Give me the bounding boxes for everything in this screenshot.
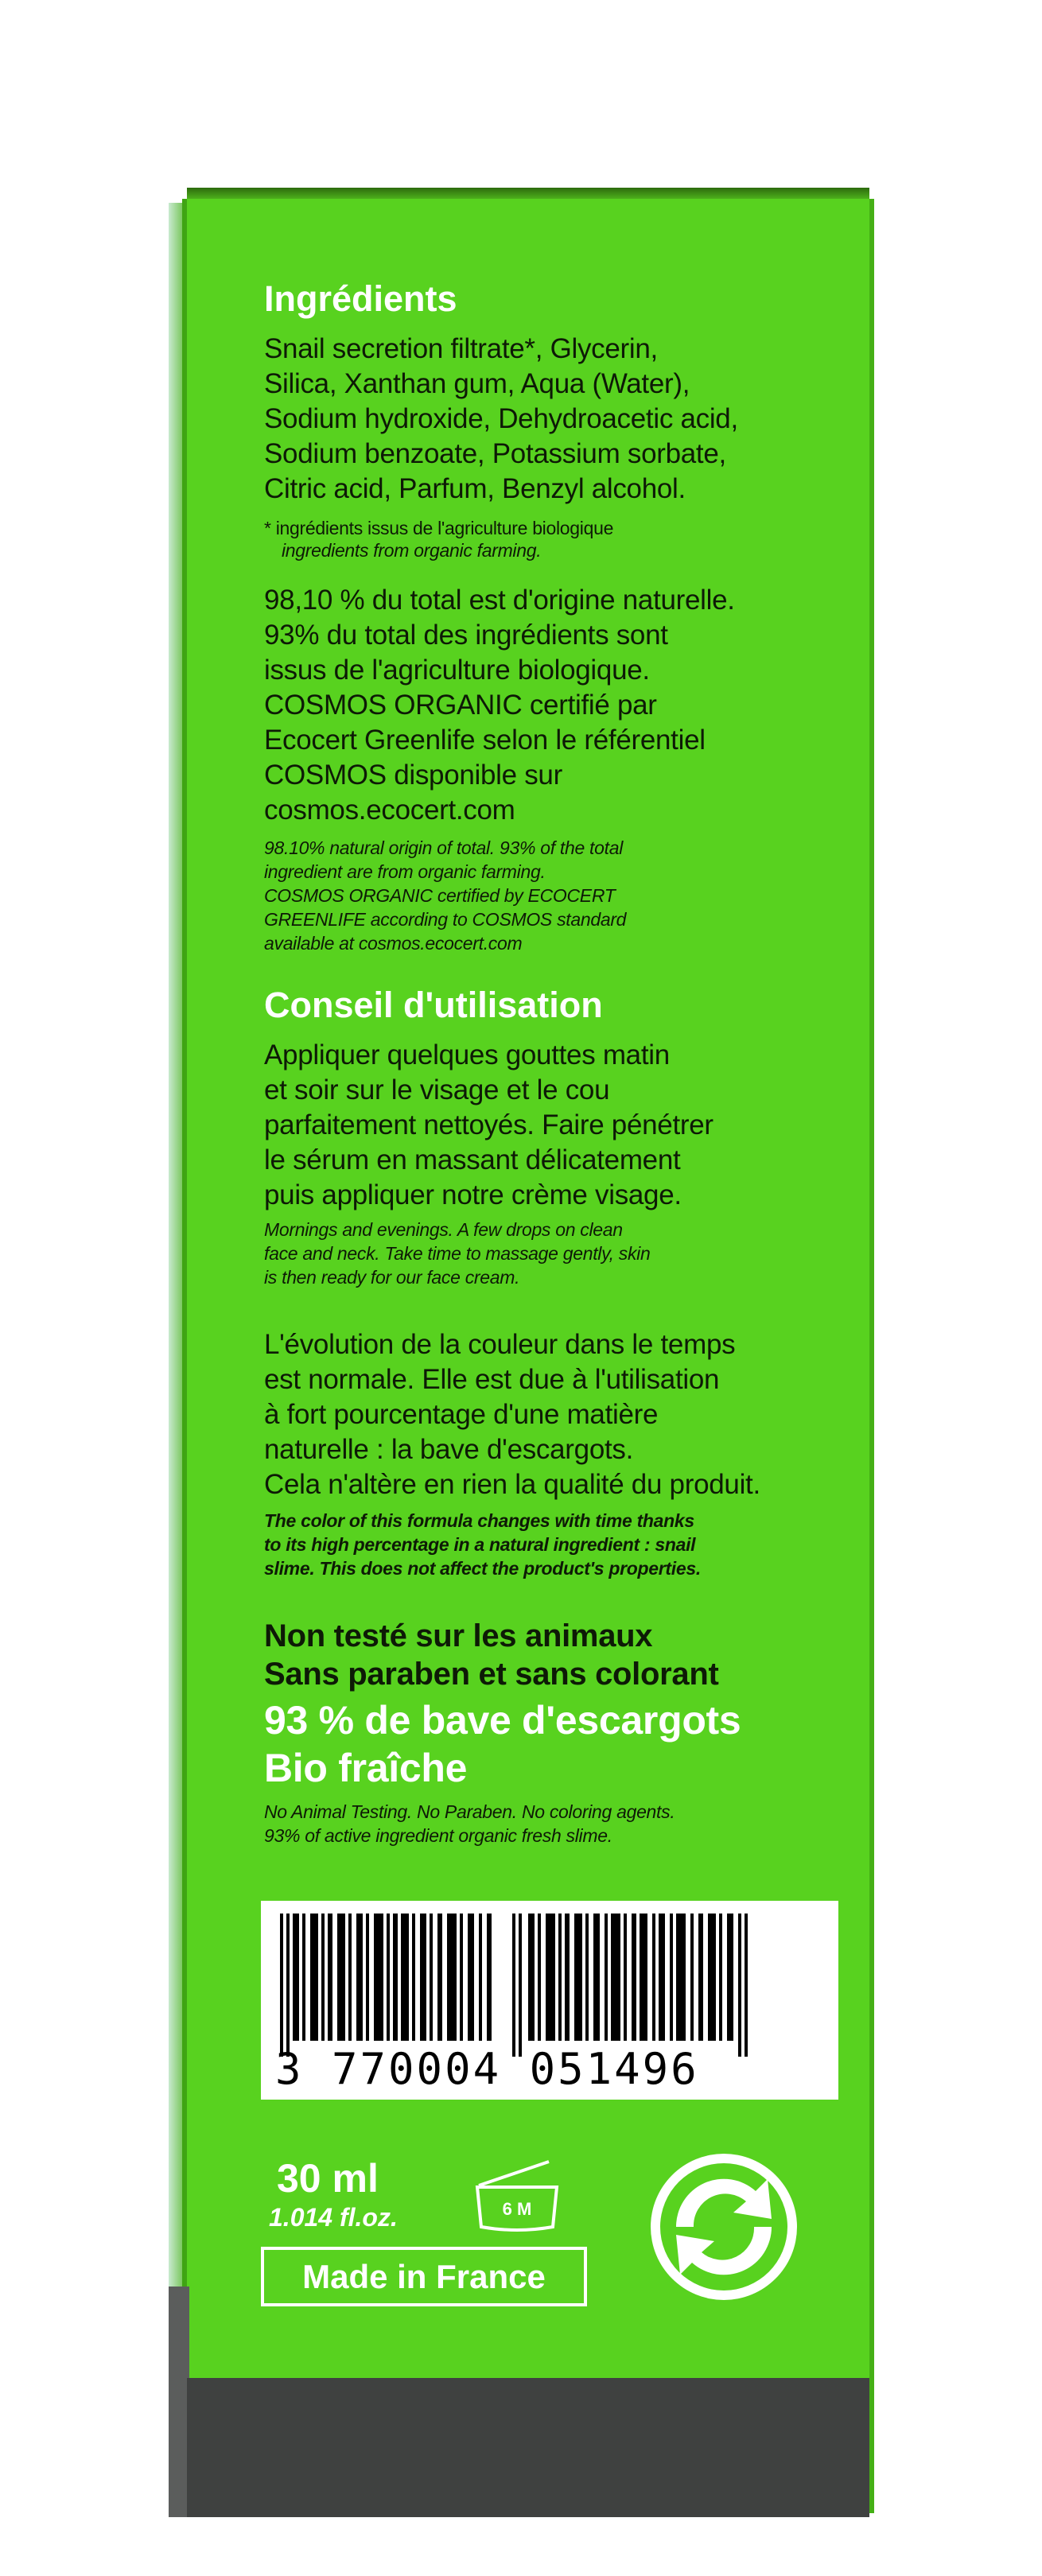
origin-en-line: 98.10% natural origin of total. 93% of the total [264, 837, 624, 858]
usage-en-line: Mornings and evenings. A few drops on clean [264, 1219, 623, 1240]
origin-line: 93% du total des ingrédients sont [264, 620, 668, 651]
origin-line: COSMOS disponible sur [264, 760, 562, 791]
usage-en-line: is then ready for our face cream. [264, 1267, 520, 1288]
pao-label: 6 M [502, 2199, 532, 2219]
ingredient-line: Snail secretion filtrate*, Glycerin, [264, 333, 658, 364]
origin-en-line: COSMOS ORGANIC certified by ECOCERT [264, 885, 616, 906]
usage-heading: Conseil d'utilisation [264, 985, 603, 1025]
origin-line: 98,10 % du total est d'origine naturelle. [264, 585, 735, 616]
origin-en-line: GREENLIFE according to COSMOS standard [264, 909, 627, 930]
volume-ml: 30 ml [277, 2156, 379, 2201]
color-en-line: to its high percentage in a natural ingredient : snail [264, 1534, 696, 1555]
ingredients-heading: Ingrédients [264, 278, 457, 319]
origin-line: COSMOS ORGANIC certifié par [264, 690, 657, 721]
origin-line: issus de l'agriculture biologique. [264, 655, 650, 686]
usage-line: puis appliquer notre crème visage. [264, 1179, 682, 1210]
origin-line: Ecocert Greenlife selon le référentiel [264, 725, 706, 756]
usage-line: Appliquer quelques gouttes matin [264, 1039, 670, 1070]
ingredient-line: Sodium hydroxide, Dehydroacetic acid, [264, 403, 738, 434]
ingredient-line: Citric acid, Parfum, Benzyl alcohol. [264, 473, 686, 504]
usage-line: parfaitement nettoyés. Faire pénétrer [264, 1109, 713, 1140]
period-after-opening-icon [469, 2155, 565, 2235]
organic-footnote-fr: * ingrédients issus de l'agriculture biologique [264, 518, 614, 538]
color-line: L'évolution de la couleur dans le temps [264, 1329, 736, 1360]
usage-en-line: face and neck. Take time to massage gently, skin [264, 1243, 651, 1264]
claim-snail-percentage: 93 % de bave d'escargots [264, 1698, 741, 1743]
color-line: à fort pourcentage d'une matière [264, 1399, 659, 1430]
usage-line: et soir sur le visage et le cou [264, 1074, 610, 1105]
claim-organic-fresh: Bio fraîche [264, 1746, 468, 1790]
barcode-panel [261, 1901, 838, 2100]
color-line: Cela n'altère en rien la qualité du produit. [264, 1469, 760, 1500]
volume-floz: 1.014 fl.oz. [269, 2203, 398, 2232]
origin-en-line: ingredient are from organic farming. [264, 861, 546, 882]
ingredient-line: Sodium benzoate, Potassium sorbate, [264, 438, 726, 469]
color-en-line: slime. This does not affect the product's properties. [264, 1558, 701, 1579]
color-line: naturelle : la bave d'escargots. [264, 1434, 634, 1465]
green-dot-recycle-icon [644, 2147, 803, 2306]
ingredient-line: Silica, Xanthan gum, Aqua (Water), [264, 368, 690, 399]
organic-footnote-en: ingredients from organic farming. [282, 540, 542, 561]
barcode-bars [280, 1914, 773, 2057]
made-in-france-label: Made in France [261, 2247, 587, 2306]
origin-en-line: available at cosmos.ecocert.com [264, 933, 523, 954]
claim-en-line: 93% of active ingredient organic fresh slime. [264, 1825, 612, 1846]
box-bottom-band [187, 2378, 869, 2517]
color-line: est normale. Elle est due à l'utilisation [264, 1364, 720, 1395]
claim-no-animal-testing: Non testé sur les animaux [264, 1618, 653, 1653]
color-en-line: The color of this formula changes with time thanks [264, 1510, 694, 1531]
origin-line: cosmos.ecocert.com [264, 795, 515, 826]
claim-no-paraben: Sans paraben et sans colorant [264, 1657, 719, 1692]
usage-line: le sérum en massant délicatement [264, 1144, 681, 1175]
claim-en-line: No Animal Testing. No Paraben. No coloring agents. [264, 1801, 675, 1822]
barcode-number: 3 770004 051496 [275, 2044, 699, 2094]
